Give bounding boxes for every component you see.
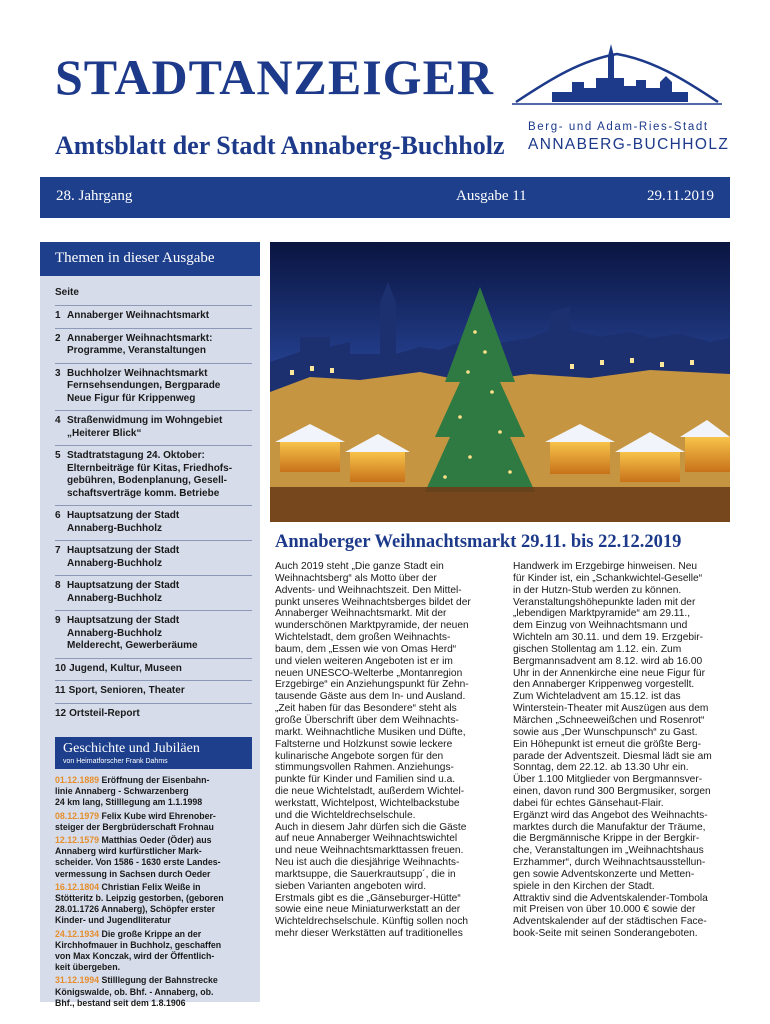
toc-item [55, 305, 252, 328]
article-line: Attraktiv sind die Adventskalender-Tombola [513, 892, 708, 904]
history-date: 01.12.1889 [55, 775, 100, 785]
toc-item-line: Jugend, Kultur, Museen [69, 662, 182, 674]
history-entry [55, 975, 252, 1009]
article-line: Über 1.100 Mitglieder von Bergmannsver- [513, 774, 703, 786]
masthead-title: STADTANZEIGER [55, 49, 495, 105]
toc-item [55, 328, 252, 363]
article-line: Veranstaltungshöhepunkte laden mit der [513, 596, 696, 608]
article-line: tausende Gäste aus dem In- und Ausland. [275, 691, 466, 703]
toc-item-line: Fernsehsendungen, Bergparade [67, 380, 221, 391]
masthead-subtitle: Amtsblatt der Stadt Annaberg-Buchholz [55, 131, 505, 160]
article-line: Weihnachtsberg“ als Motto über der [275, 572, 437, 584]
history-heading [55, 737, 252, 769]
christmas-market-photo [270, 242, 730, 522]
toc-item-line: Elternbeiträge für Kitas, Friedhofs- [67, 462, 233, 474]
town-line-1: Berg- und Adam-Ries-Stadt [528, 121, 709, 133]
article-line: Bergmannsadvent am 8.12. wird ab 16.00 [513, 655, 703, 667]
toc-item-page: 11 [55, 685, 66, 696]
article-line: Neu ist auch die diesjährige Weihnachts- [275, 857, 460, 869]
article-column-1 [275, 561, 490, 940]
toc-item-line: Annaberg-Buchholz [67, 592, 162, 604]
article-line: marktsuppe, die Sauerkrautsupp´, die in [275, 868, 456, 880]
toc-item-page: 2 [55, 332, 61, 344]
issue-volume: 28. Jahrgang [56, 188, 133, 204]
toc-item-text [67, 450, 252, 500]
article-line: punkt unseres Weihnachtsberges bildet der [275, 596, 471, 608]
history-date: 16.12.1804 [55, 881, 100, 892]
toc-item-line: Hauptsatzung der Stadt [67, 615, 180, 626]
toc-item-text [67, 510, 252, 535]
toc-item-text [69, 685, 252, 698]
history-text: Felix Kube wird Ehrenober- steiger der Bergbrüderschaft Frohnau [55, 810, 216, 832]
article-line: dabei für echtes Gänsehaut-Flair. [513, 797, 664, 809]
article-line: Zum Wichteladvent am 15.12. ist das [513, 691, 681, 703]
toc-item-line: schaftsverträge komm. Betriebe [67, 487, 220, 499]
article-line: Advents- und Weihnachtszeit. Den Mittel- [275, 584, 462, 596]
history-date: 31.12.1994 [55, 975, 100, 986]
toc-item [55, 410, 252, 445]
toc-item-page: 3 [55, 367, 61, 379]
toc-page-label: Seite [55, 287, 79, 298]
article-line: sieben Varianten angeboten wird. [275, 880, 427, 892]
toc-item-page: 6 [55, 510, 61, 521]
history-text: Stilllegung der Bahnstrecke Königswalde, ob. Bhf. - Annaberg, ob. Bhf., bestand seit dem 1.8.1906 [55, 975, 218, 1008]
toc-item [55, 540, 252, 575]
history-list [40, 769, 260, 1009]
article-line: markt. Weihnachtliche Musiken und Düfte, [275, 726, 466, 738]
toc-item [55, 610, 252, 658]
article-headline: Annaberger Weihnachtsmarkt 29.11. bis 22.12.2019 [275, 532, 682, 552]
toc-item-page: 5 [55, 450, 61, 461]
toc-item-line: Annaberg-Buchholz [67, 557, 162, 569]
article-line: Ein Höhepunkt ist erneut die größte Berg- [513, 738, 702, 750]
article-line: den Annaberger Krippenweg vorgestellt. [513, 679, 695, 691]
toc-item-text [69, 663, 252, 676]
article-line: Ergänzt wird das Angebot des Weihnachts- [513, 809, 708, 821]
article-line: Wichtelstadt, dem großen Weihnachts- [275, 632, 451, 644]
toc-item-line: Neue Figur für Krippenweg [67, 392, 196, 404]
toc-item [55, 505, 252, 540]
toc-item-line: Annaberg-Buchholz [67, 627, 162, 639]
toc-item [55, 445, 252, 505]
article-line: Erzgebirge“ ein Anziehungspunkt für Zehn- [275, 679, 469, 691]
article-line: Adventskalender auf der städtischen Face- [513, 916, 707, 928]
article-line: auf neue Annaberger Weihnachtswichtel [275, 833, 458, 845]
article-line: große Überschrift über dem Weihnachts- [275, 714, 459, 726]
toc-item-text [67, 545, 252, 570]
history-text: Christian Felix Weiße in Stötteritz b. Leipzig gestorben, (geboren 28.01.1726 Annaberg), Schöpfer erster Kinder- und Jugendliteratur [55, 881, 224, 926]
article-line: Auch in diesem Jahr dürfen sich die Gäste [275, 821, 467, 833]
article-line: „lebendigen Marktpyramide“ am 29.11., [513, 608, 691, 620]
article-line: gen sowie Adventskonzerte und Metten- [513, 868, 695, 880]
history-author: von Heimatforscher Frank Dahms [63, 758, 168, 765]
toc-item-text [67, 415, 252, 440]
toc-item-text [67, 368, 252, 406]
article-line: mit Preisen von über 10.000 € sowie der [513, 904, 696, 916]
toc-item-text [67, 333, 252, 358]
article-line: baum, dem „Essen wie von Omas Herd“ [275, 643, 457, 655]
article-line: Auch 2019 steht „Die ganze Stadt ein [275, 561, 444, 572]
history-entry [55, 811, 252, 833]
toc-item-line: Hauptsatzung der Stadt [67, 510, 180, 521]
toc-list [40, 305, 260, 725]
history-date: 08.12.1979 [55, 810, 100, 821]
article-line: Winterstein-Theater mit Auszügen aus dem [513, 703, 709, 715]
toc-item-text [67, 310, 252, 323]
issue-bar [40, 177, 730, 218]
article-line: book-Seite mit seinen Sonderangeboten. [513, 928, 698, 940]
toc-item-line: Annaberg-Buchholz [67, 522, 162, 534]
toc-item-line: Annaberger Weihnachtsmarkt: [67, 332, 213, 344]
article-line: die Bergmännische Krippe in der Bergkir- [513, 833, 700, 845]
toc-item-page: 1 [55, 310, 61, 321]
toc-item-page: 7 [55, 545, 61, 556]
toc-item-line: Sport, Senioren, Theater [68, 685, 185, 696]
toc-heading: Themen in dieser Ausgabe [40, 242, 260, 276]
history-text: Eröffnung der Eisenbahn- linie Annaberg - Schwarzenberg 24 km lang, Stilllegung am 1.1.1998 [55, 775, 210, 808]
toc-item-page: 12 [55, 707, 67, 719]
history-entry [55, 882, 252, 927]
toc-item-line: Programme, Veranstaltungen [67, 345, 206, 356]
article-line: und die Wichteldrechselschule. [275, 809, 416, 821]
history-entry [55, 775, 252, 809]
town-line-2: ANNABERG-BUCHHOLZ [528, 136, 730, 153]
article-line: marktes durch die Manufaktur der Träume, [513, 821, 706, 833]
article-line: Märchen „Schneeweißchen und Rosenrot“ [513, 714, 705, 726]
article-line: werkstatt, Wichtelpost, Wichtelbackstube [275, 797, 460, 809]
toc-item-page: 4 [55, 415, 61, 426]
history-date: 12.12.1579 [55, 835, 100, 846]
article-line: und vielen weiteren Angeboten ist er im [275, 655, 453, 667]
toc-item [55, 575, 252, 610]
article-line: in der Hutzn-Stub werden zu können. [513, 584, 682, 596]
toc-item-page: 8 [55, 580, 61, 591]
article-line: für Kinder ist, ein „Schankwichtel-Geselle“ [513, 572, 703, 584]
history-date: 24.12.1934 [55, 928, 100, 939]
history-entry [55, 835, 252, 880]
history-heading-title: Geschichte und Jubiläen [63, 741, 200, 756]
issue-number: Ausgabe 11 [456, 188, 527, 204]
article-line: „Zeit haben für das Besondere“ steht als [275, 703, 457, 715]
toc-item-line: Ortsteil-Report [69, 707, 140, 719]
article-line: Erstmals gibt es die „Gänseburger-Hütte“ [275, 892, 461, 904]
article-column-2 [513, 561, 733, 940]
article-line: punkte für Kinder und Familien sind u.a. [275, 774, 456, 786]
article-line: kulinarische Angebote sorgen für den [275, 750, 444, 762]
article-line: Wichteldrechselschule. Künftig sollen noch [275, 916, 469, 928]
article-line: gischen Stollentag am 1.12. ein. Zum [513, 643, 682, 655]
article-line: spiele in den Kirchen der Stadt. [513, 880, 655, 892]
article-line: dem Einzug von Weihnachtsmann und [513, 620, 688, 632]
issue-date: 29.11.2019 [647, 188, 714, 204]
article-line: und neue Weihnachtsmarkttassen freuen. [275, 845, 464, 857]
article-line: neuen UNESCO-Welterbe „Montanregion [275, 667, 463, 679]
history-entry [55, 929, 252, 974]
article-line: wunderschönen Marktpyramide, der neuen [275, 620, 469, 632]
toc-item-text [67, 615, 252, 653]
toc-item [55, 703, 252, 726]
toc-item-line: „Heiterer Blick“ [67, 427, 142, 439]
toc-item-line: Melderecht, Gewerberäume [67, 640, 198, 651]
toc-item-page: 10 [55, 662, 67, 674]
article-line: che, Veranstaltungen im „Weihnachtshaus [513, 845, 704, 857]
article-line: Faltsterne und Holzkunst sowie leckere [275, 738, 453, 750]
toc-item-line: Annaberger Weihnachtsmarkt [67, 310, 210, 321]
toc-item-line: Stadtratstagung 24. Oktober: [67, 450, 205, 461]
toc-item [55, 658, 252, 681]
toc-item [55, 363, 252, 411]
article-line: mehr dieser Werkstätten auf traditionelles [275, 928, 463, 940]
article-line: Sonntag, dem 22.12. ab 13.30 Uhr ein. [513, 762, 689, 774]
history-text: Matthias Oeder (Öder) aus Annaberg wird kurfürstlicher Mark- scheider. Von 1586 - 1630 erste Landes- vermessung in Sachsen durch Oeder [55, 835, 221, 879]
history-text: Die große Krippe an der Kirchhofmauer in Buchholz, geschaffen von Max Konczak, wird der Öffentlich- keit übergeben. [55, 928, 222, 973]
article-line: parade der Adventszeit. Diesmal lädt sie am [513, 750, 712, 762]
toc-item-text [67, 580, 252, 605]
article-line: einen, davon rund 300 Bergmusiker, sorgen [513, 786, 711, 798]
toc-item [55, 680, 252, 703]
article-line: die neue Wichtelstadt, außerdem Wichtel- [275, 786, 465, 798]
article-line: Erzhammer“, durch Weihnachtsausstellun- [513, 857, 706, 869]
town-skyline-icon [512, 38, 722, 118]
article-line: sowie aus „Der Wunschpunsch“ zu Gast. [513, 726, 698, 738]
toc-item-text [69, 708, 252, 721]
toc-item-line: Buchholzer Weihnachtsmarkt [67, 367, 208, 379]
toc-item-line: Straßenwidmung im Wohngebiet [67, 415, 223, 426]
toc-item-line: gebühren, Bodenplanung, Gesell- [67, 475, 228, 486]
sidebar [40, 242, 260, 1008]
toc-item-page: 9 [55, 615, 61, 626]
article-line: Uhr in der Annenkirche eine neue Figur für [513, 667, 705, 679]
article-line: sowie eine neue Miniaturwerkstatt an der [275, 904, 461, 916]
article-line: Wichteln am 30.11. und dem 19. Erzgebir- [513, 632, 704, 644]
article-line: stimmungsvollen Rahmen. Anziehungs- [275, 762, 454, 774]
article-line: Handwerk im Erzgebirge hinweisen. Neu [513, 561, 698, 572]
toc-item-line: Hauptsatzung der Stadt [67, 580, 180, 591]
article-line: Annaberger Weihnachtsmarkt. Mit der [275, 608, 447, 620]
toc-item-line: Hauptsatzung der Stadt [67, 545, 180, 556]
